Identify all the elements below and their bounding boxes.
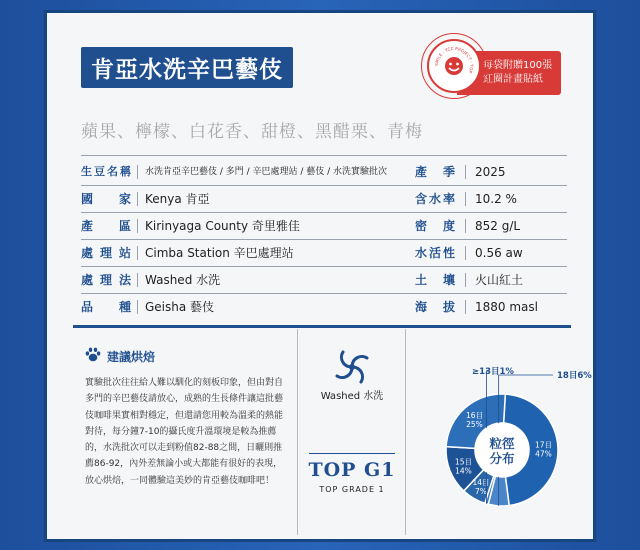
- pie-slice-value: 14%: [455, 466, 472, 476]
- row-value-2: 10.2 %: [475, 192, 517, 206]
- row-value: Kirinyaga County 奇里雅佳: [145, 219, 300, 233]
- sticker-badge: [419, 33, 569, 113]
- row-value: Washed 水洗: [145, 273, 221, 287]
- row-label-2: 產 季: [415, 165, 455, 179]
- row-value-2: 火山紅土: [475, 273, 524, 287]
- row-label: 國 家: [81, 192, 131, 206]
- row-label: 處理法: [81, 273, 131, 287]
- pie-center-label: 分布: [489, 451, 515, 466]
- roast-description: 實驗批次往往給人難以馴化的刻板印象，但由對自多門的辛巴藝伎請放心，成熟的生長條件讓這批藝伎咖啡果實相對穩定，但還請您用較為溫柔的熱能對待，每分鐘7-10的攝氏度升溫環境是較為推薦的，水洗批次可以走到粉值82-88之間，日曬則推薦86-92，內外差無論小或大都能有很好的表現，放心烘焙，一同體驗這美妙的肯亞藝伎咖啡吧！: [85, 378, 284, 486]
- row-value-2: 1880 masl: [475, 300, 538, 314]
- info-row: [81, 213, 567, 240]
- flavor-notes: 蘋果、檸檬、白花香、甜橙、黑醋栗、青梅: [81, 122, 423, 142]
- screen-size-pie-chart: [407, 329, 597, 539]
- column-divider: [405, 329, 406, 535]
- smile-logo-icon: [427, 39, 481, 93]
- pie-slice-value: 7%: [475, 486, 487, 496]
- pie-slice-label: 15目: [454, 457, 472, 467]
- row-value-2: 852 g/L: [475, 219, 521, 233]
- paw-icon: [85, 347, 101, 365]
- info-row: [81, 240, 567, 267]
- product-card: [44, 10, 596, 542]
- row-label-2: 密 度: [415, 219, 455, 233]
- grade-line-top: [309, 453, 395, 454]
- section-divider: [73, 325, 571, 328]
- pie-slice-label: 17目: [534, 440, 552, 450]
- sticker-line-2: 紅圈計畫貼紙: [483, 74, 543, 85]
- info-row: [81, 294, 567, 320]
- pie-slice-value: 47%: [535, 449, 552, 459]
- grade-subtitle: TOP GRADE 1: [319, 485, 385, 494]
- row-label: 產 區: [81, 219, 131, 233]
- pie-outer-label: 18目6%: [557, 371, 592, 381]
- row-label-2: 海 拔: [415, 300, 455, 314]
- row-label: 品 種: [81, 300, 131, 314]
- roast-heading: [85, 347, 155, 365]
- pie-center-label: 粒徑: [489, 436, 515, 451]
- info-table: [81, 159, 567, 320]
- row-label-2: 土 壤: [415, 273, 455, 287]
- pie-slice-label: 16目: [465, 410, 483, 420]
- info-row: [81, 159, 567, 186]
- process-label: Washed 水洗: [320, 391, 384, 402]
- row-label-2: 水活性: [415, 246, 455, 260]
- pie-slice-label: 14目: [472, 477, 490, 487]
- sticker-line-1: 每袋附贈100張: [483, 60, 553, 71]
- row-label-2: 含水率: [415, 192, 455, 206]
- product-title: 肯亞水洗辛巴藝伎: [81, 47, 293, 88]
- pie-outer-label: ≥13目1%: [472, 367, 514, 377]
- row-value: Kenya 肯亞: [145, 192, 210, 206]
- pie-slice-value: 25%: [466, 419, 483, 429]
- swirl-icon: [331, 346, 373, 392]
- info-row: [81, 186, 567, 213]
- row-value-2: 2025: [475, 165, 506, 179]
- column-divider: [297, 329, 298, 535]
- sticker-ring-text: SMILE · TCC PROJECT · TOP: [434, 46, 474, 74]
- table-top-line: [81, 155, 567, 156]
- grade-title: TOP G1: [308, 459, 396, 481]
- row-value: Cimba Station 辛巴處理站: [145, 246, 294, 260]
- row-value-2: 0.56 aw: [475, 246, 523, 260]
- row-value: Geisha 藝伎: [145, 300, 215, 314]
- row-label: 處理站: [81, 246, 131, 260]
- row-value: 水洗肯亞辛巴藝伎 / 多門 / 辛巴處理站 / 藝伎 / 水洗實驗批次: [145, 167, 388, 177]
- roast-title: 建議烘焙: [107, 349, 156, 364]
- info-row: [81, 267, 567, 294]
- row-label: 生豆名稱: [81, 165, 131, 178]
